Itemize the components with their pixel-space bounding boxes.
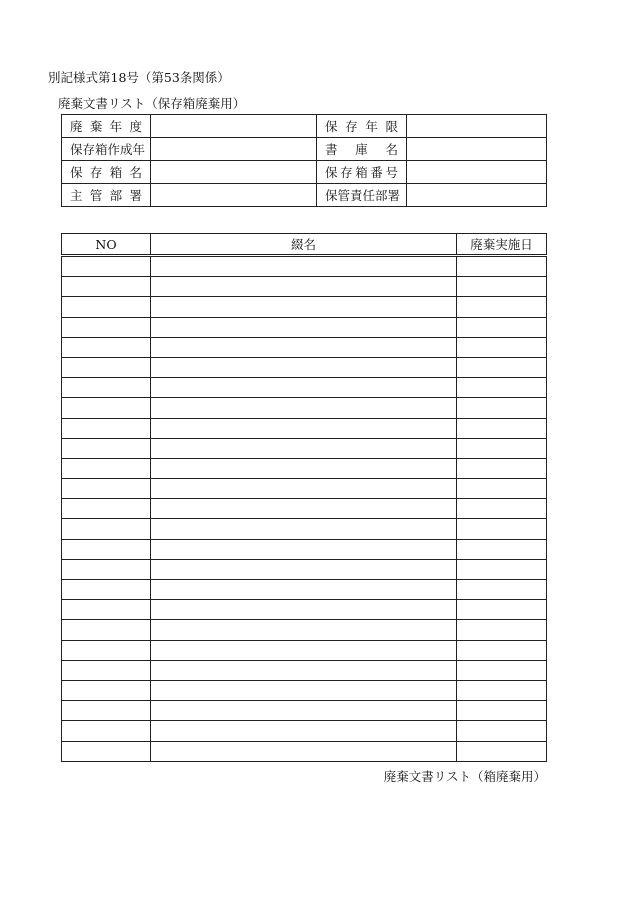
file-name-cell[interactable]: [151, 600, 457, 620]
table-row: [62, 660, 547, 680]
table-row: [62, 317, 547, 337]
no-cell[interactable]: [62, 277, 151, 297]
info-label: 主 管 部 署: [62, 184, 151, 207]
info-label: 書 庫 名: [317, 138, 407, 161]
discard-date-cell[interactable]: [457, 479, 547, 499]
box-info-table: [61, 114, 547, 207]
header-no: NO: [62, 234, 151, 256]
file-name-cell[interactable]: [151, 297, 457, 317]
discard-date-cell[interactable]: [457, 680, 547, 700]
table-row: [62, 438, 547, 458]
info-value-field[interactable]: [407, 161, 547, 184]
table-row: [62, 519, 547, 539]
no-cell[interactable]: [62, 620, 151, 640]
table-row: [62, 640, 547, 660]
no-cell[interactable]: [62, 256, 151, 277]
no-cell[interactable]: [62, 539, 151, 559]
file-name-cell[interactable]: [151, 580, 457, 600]
info-label: 保 存 箱 名: [62, 161, 151, 184]
table-row: [62, 620, 547, 640]
footer-label: 廃棄文書リスト（箱廃棄用）: [383, 769, 546, 784]
discard-date-cell[interactable]: [457, 499, 547, 519]
discard-date-cell[interactable]: [457, 297, 547, 317]
table-row: [62, 721, 547, 741]
no-cell[interactable]: [62, 559, 151, 579]
header-discard-date: 廃棄実施日: [457, 234, 547, 256]
discard-date-cell[interactable]: [457, 317, 547, 337]
info-value-field[interactable]: [151, 161, 317, 184]
no-cell[interactable]: [62, 438, 151, 458]
table-row: [62, 499, 547, 519]
table-row: [62, 600, 547, 620]
no-cell[interactable]: [62, 398, 151, 418]
table-row: [62, 277, 547, 297]
discard-date-cell[interactable]: [457, 438, 547, 458]
table-row: [62, 297, 547, 317]
list-header-row: [62, 234, 547, 256]
file-name-cell[interactable]: [151, 398, 457, 418]
info-label: 廃 棄 年 度: [62, 115, 151, 138]
file-name-cell[interactable]: [151, 256, 457, 277]
discard-date-cell[interactable]: [457, 337, 547, 357]
header-file-name: 綴名: [151, 234, 457, 256]
info-row: [62, 161, 547, 184]
no-cell[interactable]: [62, 600, 151, 620]
discard-date-cell[interactable]: [457, 357, 547, 377]
table-row: [62, 539, 547, 559]
table-row: [62, 256, 547, 277]
no-cell[interactable]: [62, 418, 151, 438]
no-cell[interactable]: [62, 680, 151, 700]
file-name-cell[interactable]: [151, 741, 457, 761]
no-cell[interactable]: [62, 337, 151, 357]
discard-date-cell[interactable]: [457, 256, 547, 277]
file-name-cell[interactable]: [151, 277, 457, 297]
no-cell[interactable]: [62, 458, 151, 478]
info-value-field[interactable]: [151, 184, 317, 207]
discard-date-cell[interactable]: [457, 539, 547, 559]
discard-date-cell[interactable]: [457, 600, 547, 620]
discard-date-cell[interactable]: [457, 458, 547, 478]
file-name-cell[interactable]: [151, 458, 457, 478]
table-row: [62, 418, 547, 438]
table-row: [62, 680, 547, 700]
discard-date-cell[interactable]: [457, 418, 547, 438]
no-cell[interactable]: [62, 297, 151, 317]
file-name-cell[interactable]: [151, 559, 457, 579]
file-name-cell[interactable]: [151, 357, 457, 377]
info-label: 保存箱作成年: [62, 138, 151, 161]
no-cell[interactable]: [62, 357, 151, 377]
table-row: [62, 398, 547, 418]
no-cell[interactable]: [62, 580, 151, 600]
file-name-cell[interactable]: [151, 337, 457, 357]
discard-date-cell[interactable]: [457, 398, 547, 418]
discard-date-cell[interactable]: [457, 378, 547, 398]
discard-date-cell[interactable]: [457, 640, 547, 660]
table-row: [62, 479, 547, 499]
discard-date-cell[interactable]: [457, 580, 547, 600]
discard-date-cell[interactable]: [457, 660, 547, 680]
document-title: 廃棄文書リスト（保存箱廃棄用）: [58, 96, 246, 111]
no-cell[interactable]: [62, 721, 151, 741]
file-name-cell[interactable]: [151, 539, 457, 559]
table-row: [62, 357, 547, 377]
no-cell[interactable]: [62, 317, 151, 337]
table-row: [62, 701, 547, 721]
file-name-cell[interactable]: [151, 317, 457, 337]
no-cell[interactable]: [62, 640, 151, 660]
table-row: [62, 337, 547, 357]
file-name-cell[interactable]: [151, 438, 457, 458]
discard-date-cell[interactable]: [457, 277, 547, 297]
table-row: [62, 458, 547, 478]
file-name-cell[interactable]: [151, 721, 457, 741]
table-row: [62, 559, 547, 579]
discard-date-cell[interactable]: [457, 620, 547, 640]
info-label: 保管責任部署: [317, 184, 407, 207]
discard-date-cell[interactable]: [457, 721, 547, 741]
no-cell[interactable]: [62, 519, 151, 539]
file-name-cell[interactable]: [151, 620, 457, 640]
no-cell[interactable]: [62, 701, 151, 721]
no-cell[interactable]: [62, 741, 151, 761]
no-cell[interactable]: [62, 479, 151, 499]
info-value-field[interactable]: [407, 184, 547, 207]
file-name-cell[interactable]: [151, 418, 457, 438]
discard-list-table: [61, 233, 547, 762]
table-row: [62, 580, 547, 600]
file-name-cell[interactable]: [151, 519, 457, 539]
no-cell[interactable]: [62, 378, 151, 398]
table-row: [62, 741, 547, 761]
discard-date-cell[interactable]: [457, 741, 547, 761]
file-name-cell[interactable]: [151, 378, 457, 398]
no-cell[interactable]: [62, 660, 151, 680]
discard-date-cell[interactable]: [457, 559, 547, 579]
no-cell[interactable]: [62, 499, 151, 519]
info-value-field[interactable]: [407, 138, 547, 161]
form-reference: 別記様式第18号（第53条関係）: [48, 70, 230, 85]
file-name-cell[interactable]: [151, 640, 457, 660]
file-name-cell[interactable]: [151, 680, 457, 700]
info-value-field[interactable]: [151, 138, 317, 161]
file-name-cell[interactable]: [151, 479, 457, 499]
info-value-field[interactable]: [151, 115, 317, 138]
file-name-cell[interactable]: [151, 499, 457, 519]
info-value-field[interactable]: [407, 115, 547, 138]
info-row: [62, 115, 547, 138]
table-row: [62, 378, 547, 398]
file-name-cell[interactable]: [151, 660, 457, 680]
info-row: [62, 138, 547, 161]
info-label: 保 存 年 限: [317, 115, 407, 138]
discard-date-cell[interactable]: [457, 701, 547, 721]
info-row: [62, 184, 547, 207]
file-name-cell[interactable]: [151, 701, 457, 721]
info-label: 保存箱番号: [317, 161, 407, 184]
discard-date-cell[interactable]: [457, 519, 547, 539]
